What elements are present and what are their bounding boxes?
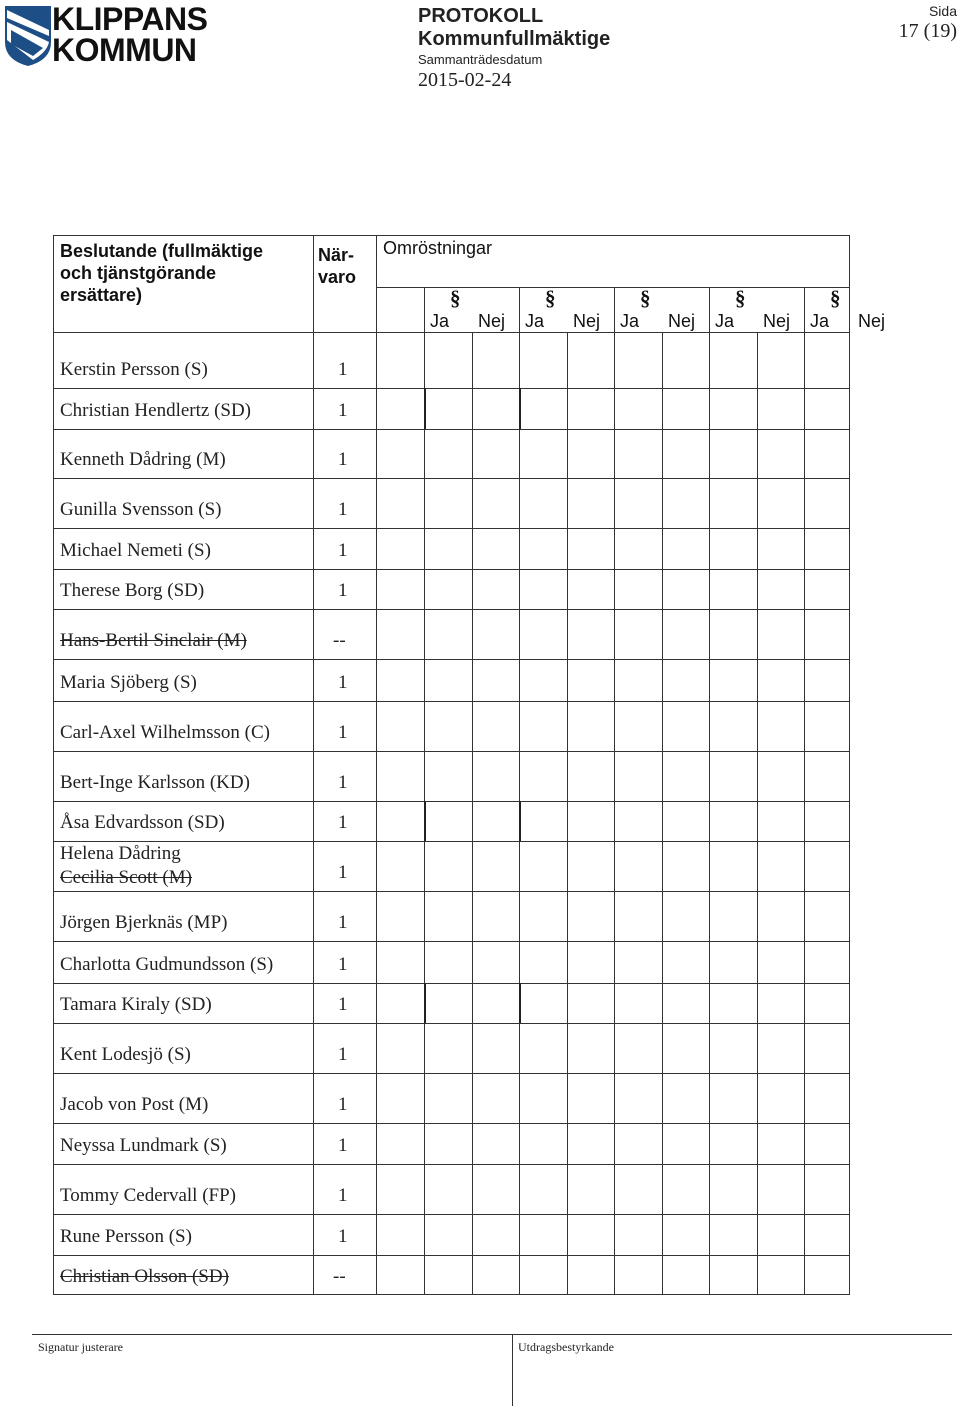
member-name: Kenneth Dådring (M) [60, 449, 226, 470]
member-name: Charlotta Gudmundsson (S) [60, 954, 274, 975]
presence-value: 1 [338, 449, 348, 470]
row-rule [54, 701, 849, 702]
row-rule [54, 609, 849, 610]
vote-group-rule [424, 287, 425, 1294]
row-rule [54, 941, 849, 942]
member-name: Tommy Cedervall (FP) [60, 1185, 236, 1206]
presence-value: 1 [338, 1135, 348, 1156]
vote-group-rule [614, 287, 615, 1294]
logo-text-line1: KLIPPANS [52, 1, 208, 37]
member-name: Jörgen Bjerknäs (MP) [60, 912, 228, 933]
member-name: Christian Hendlertz (SD) [60, 400, 252, 421]
section-mark: § [830, 286, 841, 310]
column-rule [376, 236, 377, 1294]
member-name: Hans-Bertil Sinclair (M) [60, 630, 247, 651]
presence-header [318, 244, 356, 288]
presence-value: -- [333, 1266, 346, 1287]
member-name: Åsa Edvardsson (SD) [60, 812, 225, 833]
meeting-date: 2015-02-24 [418, 69, 512, 91]
member-name: Michael Nemeti (S) [60, 540, 211, 561]
presence-header-line2: varo [318, 267, 357, 287]
row-rule [54, 751, 849, 752]
meeting-date-label: Sammanträdesdatum [418, 52, 543, 67]
presence-value: 1 [338, 672, 348, 693]
presence-header-line1: När- [318, 245, 355, 265]
row-rule [54, 983, 849, 984]
row-rule [54, 841, 849, 842]
presence-value: -- [333, 630, 346, 651]
decision-header-line3: ersättare) [60, 285, 143, 305]
row-rule [54, 1023, 849, 1024]
vote-cell-mark [519, 801, 521, 841]
no-header: Nej [573, 311, 601, 331]
yes-no-rule [567, 332, 568, 1294]
presence-value: 1 [338, 499, 348, 520]
vote-cell-mark [424, 801, 426, 841]
row-rule [54, 1073, 849, 1074]
member-name: Therese Borg (SD) [60, 580, 205, 601]
row-rule [54, 1214, 849, 1215]
signature-label: Signatur justerare [38, 1340, 123, 1354]
presence-value: 1 [338, 1185, 348, 1206]
extract-certification-label: Utdragsbestyrkande [518, 1340, 614, 1354]
vote-cell-mark [519, 983, 521, 1023]
member-name: Neyssa Lundmark (S) [60, 1135, 227, 1156]
document-type: PROTOKOLL [418, 5, 544, 27]
presence-value: 1 [338, 359, 348, 380]
section-mark: § [450, 286, 461, 310]
presence-value: 1 [338, 1226, 348, 1247]
yes-header: Ja [620, 311, 640, 331]
member-name: Helena Dådring [60, 843, 181, 864]
vote-cell-mark [424, 983, 426, 1023]
member-name: Jacob von Post (M) [60, 1094, 209, 1115]
yes-no-rule [472, 332, 473, 1294]
header-bottom-rule [54, 332, 849, 333]
member-name: Tamara Kiraly (SD) [60, 994, 212, 1015]
footer-rule [32, 1334, 952, 1335]
member-name: Maria Sjöberg (S) [60, 672, 197, 693]
row-rule [54, 1164, 849, 1165]
yes-header: Ja [810, 311, 830, 331]
row-rule [54, 569, 849, 570]
member-name: Kent Lodesjö (S) [60, 1044, 191, 1065]
row-rule [54, 891, 849, 892]
row-rule [54, 801, 849, 802]
presence-value: 1 [338, 862, 348, 883]
section-mark: § [640, 286, 651, 310]
member-name: Rune Persson (S) [60, 1226, 192, 1247]
yes-header: Ja [430, 311, 450, 331]
member-name: Bert-Inge Karlsson (KD) [60, 772, 250, 793]
coat-of-arms-icon [3, 4, 53, 68]
row-rule [54, 659, 849, 660]
row-rule [54, 1123, 849, 1124]
yes-no-rule [662, 332, 663, 1294]
votes-header: Omröstningar [383, 238, 493, 258]
presence-value: 1 [338, 580, 348, 601]
member-name: Carl-Axel Wilhelmsson (C) [60, 722, 270, 743]
row-rule [54, 388, 849, 389]
yes-header: Ja [525, 311, 545, 331]
logo-text-line2: KOMMUN [52, 32, 197, 68]
presence-value: 1 [338, 722, 348, 743]
presence-value: 1 [338, 1044, 348, 1065]
vote-group-rule [519, 287, 520, 1294]
presence-value: 1 [338, 812, 348, 833]
no-header: Nej [858, 311, 886, 331]
footer-divider [512, 1334, 513, 1406]
vote-cell-mark [424, 388, 426, 429]
member-name: Gunilla Svensson (S) [60, 499, 222, 520]
logo-wordmark [52, 1, 208, 68]
row-rule [54, 429, 849, 430]
yes-header: Ja [715, 311, 735, 331]
member-name-replaced: Cecilia Scott (M) [60, 867, 192, 888]
votes-header-rule [376, 287, 849, 288]
no-header: Nej [763, 311, 791, 331]
decision-header-line1: Beslutande (fullmäktige [60, 241, 264, 261]
presence-value: 1 [338, 994, 348, 1015]
page-number: 17 (19) [898, 20, 957, 42]
no-header: Nej [668, 311, 696, 331]
column-rule [313, 236, 314, 1294]
page-label: Sida [928, 3, 957, 19]
presence-value: 1 [338, 912, 348, 933]
presence-value: 1 [338, 1094, 348, 1115]
section-mark: § [545, 286, 556, 310]
presence-value: 1 [338, 540, 348, 561]
presence-value: 1 [338, 954, 348, 975]
member-name: Kerstin Persson (S) [60, 359, 208, 380]
decision-makers-header [60, 240, 263, 306]
vote-cell-mark [519, 388, 521, 429]
body-name: Kommunfullmäktige [418, 28, 611, 50]
row-rule [54, 528, 849, 529]
member-name: Christian Olsson (SD) [60, 1266, 229, 1287]
row-rule [54, 478, 849, 479]
no-header: Nej [478, 311, 506, 331]
section-mark: § [735, 286, 746, 310]
presence-value: 1 [338, 400, 348, 421]
vote-group-rule [804, 287, 805, 1294]
vote-group-rule [709, 287, 710, 1294]
row-rule [54, 1255, 849, 1256]
attendance-vote-table [53, 235, 886, 1295]
yes-no-rule [757, 332, 758, 1294]
decision-header-line2: och tjänstgörande [60, 263, 217, 283]
presence-value: 1 [338, 772, 348, 793]
